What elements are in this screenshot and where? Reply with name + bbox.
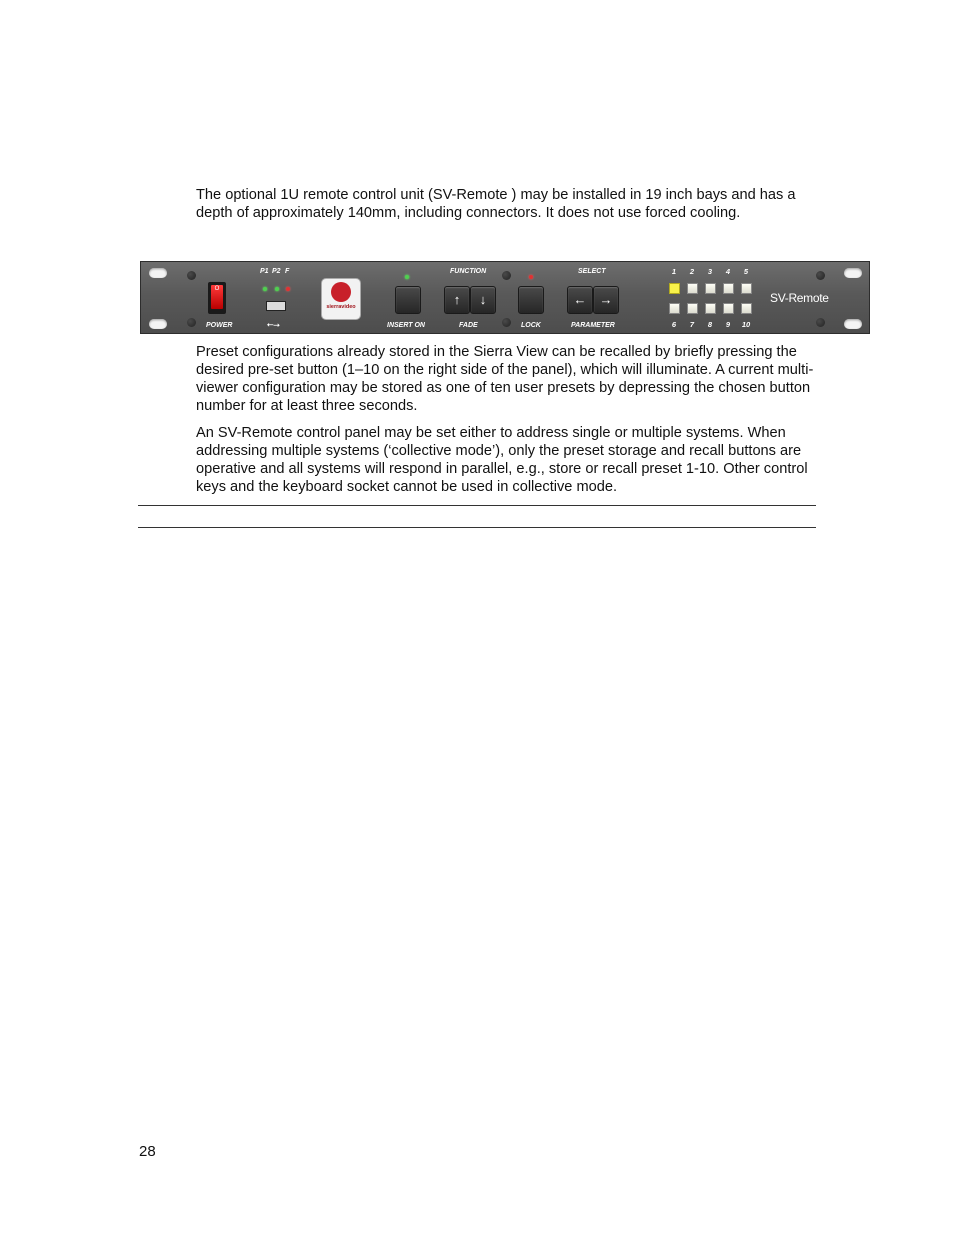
lock-led (529, 275, 533, 279)
f-led (286, 287, 290, 291)
preset-number-4: 4 (725, 267, 731, 276)
preset-button-2[interactable] (687, 283, 698, 294)
preset-button-5[interactable] (741, 283, 752, 294)
screw-icon (187, 271, 196, 280)
power-rocker (211, 285, 223, 309)
power-mark: O (214, 286, 220, 292)
lock-label: LOCK (521, 322, 541, 329)
rack-slot (844, 268, 862, 278)
power-switch[interactable] (208, 282, 226, 314)
preset-button-6[interactable] (669, 303, 680, 314)
parameter-right-button[interactable]: → (593, 286, 619, 314)
preset-button-1[interactable] (669, 283, 680, 294)
preset-button-4[interactable] (723, 283, 734, 294)
fade-down-button[interactable]: ↓ (470, 286, 496, 314)
sv-remote-panel-image (140, 261, 870, 334)
preset-button-8[interactable] (705, 303, 716, 314)
preset-number-2: 2 (689, 267, 695, 276)
preset-number-3: 3 (707, 267, 713, 276)
preset-number-10: 10 (741, 320, 751, 329)
usb-icon: ⭠⭢ (267, 320, 280, 329)
preset-number-9: 9 (725, 320, 731, 329)
intro-paragraph: The optional 1U remote control unit (SV-Remote ) may be installed in 19 inch bays and has a depth of approximately 140mm, including connectors. It does not use forced cooling. (196, 187, 796, 221)
rack-slot (149, 268, 167, 278)
rack-slot (149, 319, 167, 329)
preset-button-10[interactable] (741, 303, 752, 314)
select-label: SELECT (578, 268, 606, 275)
screw-icon (816, 271, 825, 280)
lock-button[interactable] (518, 286, 544, 314)
preset-number-8: 8 (707, 320, 713, 329)
p1-led (263, 287, 267, 291)
logo-mark-icon (331, 282, 351, 302)
fade-up-button[interactable]: ↑ (444, 286, 470, 314)
insert-led (405, 275, 409, 279)
preset-number-7: 7 (689, 320, 695, 329)
preset-button-9[interactable] (723, 303, 734, 314)
power-label: POWER (206, 322, 233, 329)
screw-icon (816, 318, 825, 327)
divider-line (138, 505, 816, 506)
f-label: F (285, 268, 290, 275)
p1-label: P1 (260, 268, 269, 275)
preset-number-6: 6 (671, 320, 677, 329)
function-label: FUNCTION (450, 268, 487, 275)
insert-on-button[interactable] (395, 286, 421, 314)
screw-icon (502, 271, 511, 280)
sierra-video-logo (321, 278, 361, 320)
sv-remote-brand-label: SV-Remote (770, 291, 829, 305)
screw-icon (187, 318, 196, 327)
fade-label: FADE (459, 322, 478, 329)
preset-paragraph: Preset configurations already stored in the Sierra View can be recalled by briefly pressing the desired pre-set button (1–10 on the right side of the panel), which will illuminate. A current multi-viewer configuration may be stored as one of ten user presets by depressing the chosen button number for at least three seconds. (196, 344, 814, 414)
logo-text: sierravideo (326, 304, 356, 310)
collective-mode-paragraph: An SV-Remote control panel may be set either to address single or multiple systems. When addressing multiple systems (‘collective mode’), only the preset storage and recall buttons are operative and all systems will respond in parallel, e.g., store or recall preset 1-10. Other control keys and the keyboard socket cannot be used in collective mode. (196, 425, 808, 495)
p2-led (275, 287, 279, 291)
rack-slot (844, 319, 862, 329)
p2-label: P2 (272, 268, 281, 275)
parameter-label: PARAMETER (571, 322, 615, 329)
preset-button-7[interactable] (687, 303, 698, 314)
screw-icon (502, 318, 511, 327)
insert-on-label: INSERT ON (387, 322, 425, 329)
preset-button-3[interactable] (705, 283, 716, 294)
preset-number-5: 5 (743, 267, 749, 276)
divider-line (138, 527, 816, 528)
preset-number-1: 1 (671, 267, 677, 276)
usb-port[interactable] (266, 301, 286, 311)
page-number: 28 (139, 1143, 156, 1160)
parameter-left-button[interactable]: ← (567, 286, 593, 314)
